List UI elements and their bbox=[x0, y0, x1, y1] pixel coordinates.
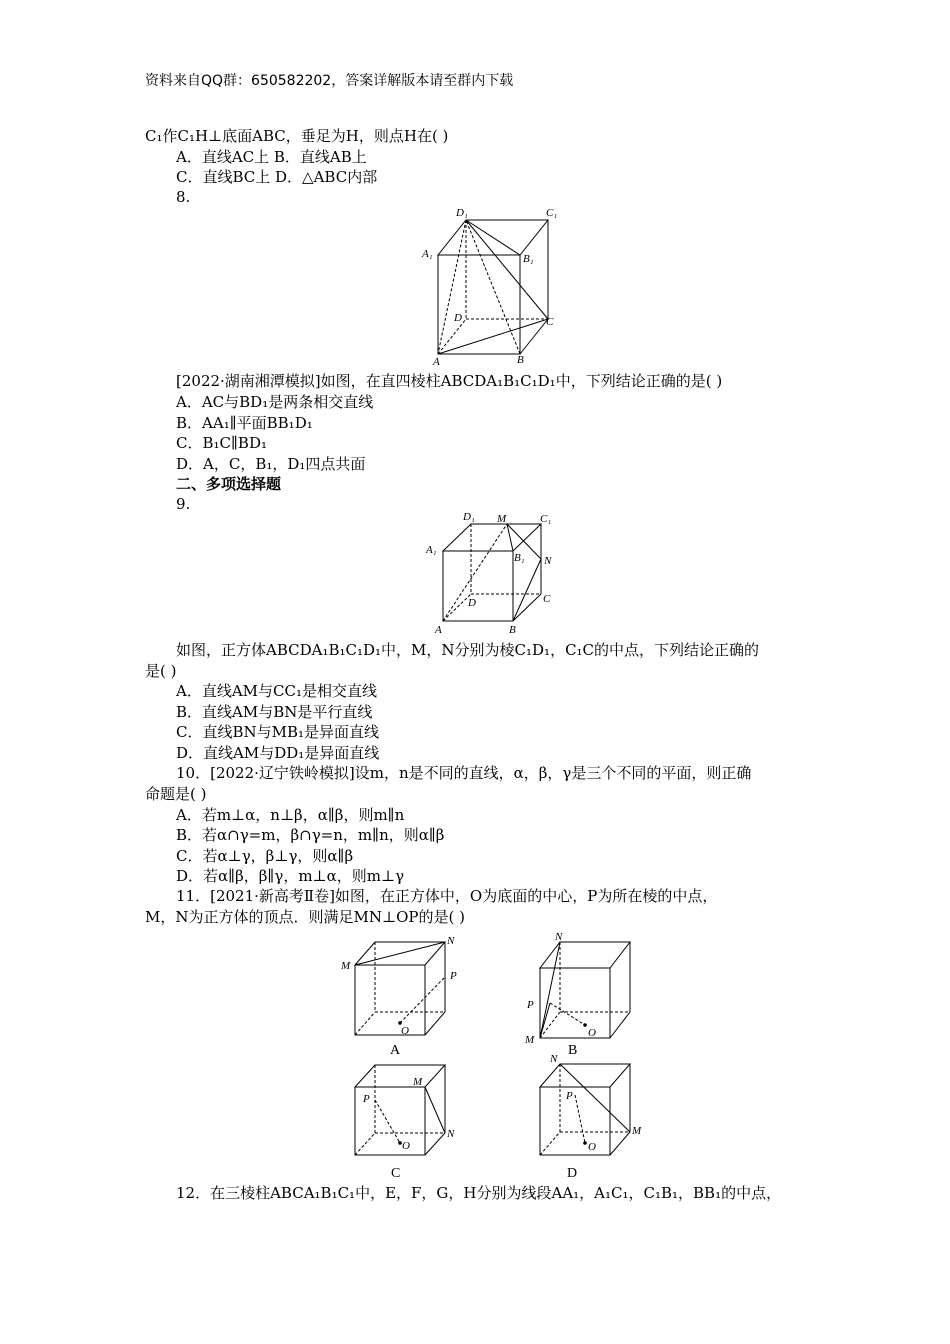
figure-q11-option-d bbox=[520, 1050, 650, 1185]
label-P: P bbox=[450, 970, 457, 982]
q8-option-a: A．AC与BD₁是两条相交直线 bbox=[176, 393, 374, 411]
figure-q8-prism bbox=[415, 202, 565, 370]
label-M: M bbox=[525, 1034, 535, 1046]
label-A1: A₁ bbox=[422, 248, 433, 260]
label-B: B bbox=[509, 624, 516, 636]
label-O: O bbox=[588, 1141, 596, 1153]
q9-option-b: B．直线AM与BN是平行直线 bbox=[176, 703, 373, 721]
label-P: P bbox=[566, 1090, 573, 1102]
q11-stem-cont: M，N为正方体的顶点．则满足MN⊥OP的是( ) bbox=[145, 908, 465, 926]
label-N: N bbox=[447, 935, 455, 947]
q8-stem: [2022·湖南湘潭模拟]如图，在直四棱柱ABCDA₁B₁C₁D₁中，下列结论正确的是( ) bbox=[176, 372, 723, 390]
q9-stem: 如图，正方体ABCDA₁B₁C₁D₁中，M，N分别为棱C₁D₁，C₁C的中点，下列结论正确的 bbox=[176, 641, 760, 659]
label-M: M bbox=[413, 1076, 423, 1088]
q9-option-c: C．直线BN与MB₁是异面直线 bbox=[176, 723, 380, 741]
q10-stem: 10．[2022·辽宁铁岭模拟]设m，n是不同的直线，α，β，γ是三个不同的平面，则正确 bbox=[176, 764, 752, 782]
label-C: C bbox=[543, 593, 551, 605]
label-B1: B₁ bbox=[523, 253, 534, 265]
label-N: N bbox=[447, 1128, 455, 1140]
caption-a: A bbox=[390, 1043, 401, 1058]
q7-stem: C₁作C₁H⊥底面ABC，垂足为H，则点H在( ) bbox=[145, 127, 449, 145]
q9-option-a: A．直线AM与CC₁是相交直线 bbox=[176, 682, 377, 700]
q10-stem-cont: 命题是( ) bbox=[145, 785, 207, 803]
q8-option-c: C．B₁C∥BD₁ bbox=[176, 434, 267, 452]
q9-option-d: D．直线AM与DD₁是异面直线 bbox=[176, 744, 380, 762]
q8-option-b: B．AA₁∥平面BB₁D₁ bbox=[176, 414, 313, 432]
figure-q11-option-a bbox=[335, 930, 465, 1060]
caption-c: C bbox=[391, 1166, 401, 1181]
q8-number: 8. bbox=[176, 188, 191, 206]
label-M: M bbox=[497, 513, 507, 525]
label-O: O bbox=[401, 1025, 409, 1037]
q10-option-c: C．若α⊥γ，β⊥γ，则α∥β bbox=[176, 847, 354, 865]
label-A: A bbox=[435, 624, 442, 636]
q10-option-a: A．若m⊥α，n⊥β，α∥β，则m∥n bbox=[176, 806, 405, 824]
label-O: O bbox=[588, 1027, 596, 1039]
label-N: N bbox=[550, 1053, 558, 1065]
q9-number: 9. bbox=[176, 495, 191, 513]
q11-stem: 11．[2021·新高考Ⅱ卷]如图，在正方体中，O为底面的中心，P为所在棱的中点， bbox=[176, 887, 718, 905]
q8-option-d: D．A，C，B₁，D₁四点共面 bbox=[176, 455, 366, 473]
label-N: N bbox=[544, 555, 552, 567]
label-A: A bbox=[433, 356, 440, 368]
label-B: B bbox=[517, 354, 524, 366]
label-P: P bbox=[527, 999, 534, 1011]
figure-q9-cube bbox=[420, 508, 570, 640]
label-M: M bbox=[341, 960, 351, 972]
q7-options-ab: A．直线AC上 B．直线AB上 bbox=[176, 148, 367, 166]
page-header: 资料来自QQ群：650582202，答案详解版本请至群内下载 bbox=[145, 73, 514, 89]
q9-stem-cont: 是( ) bbox=[145, 662, 177, 680]
q10-option-b: B．若α∩γ=m，β∩γ=n，m∥n，则α∥β bbox=[176, 826, 445, 844]
section-heading-multiple-choice: 二、多项选择题 bbox=[176, 475, 282, 493]
caption-d: D bbox=[567, 1166, 578, 1181]
label-P: P bbox=[363, 1093, 370, 1105]
label-B1: B₁ bbox=[514, 552, 525, 564]
label-C1: C₁ bbox=[546, 207, 558, 219]
label-C: C bbox=[546, 316, 554, 328]
label-A1: A₁ bbox=[426, 544, 437, 556]
label-D1: D₁ bbox=[463, 511, 475, 523]
q7-options-cd: C．直线BC上 D．△ABC内部 bbox=[176, 168, 378, 186]
label-M: M bbox=[632, 1125, 642, 1137]
label-D: D bbox=[468, 597, 476, 609]
label-D: D bbox=[454, 312, 462, 324]
label-N: N bbox=[555, 931, 563, 943]
figure-q11-option-b bbox=[520, 928, 650, 1058]
q10-option-d: D．若α∥β，β∥γ，m⊥α，则m⊥γ bbox=[176, 867, 405, 885]
label-C1: C₁ bbox=[540, 513, 552, 525]
label-O: O bbox=[402, 1140, 410, 1152]
caption-b: B bbox=[568, 1043, 578, 1058]
figure-q11-option-c bbox=[335, 1055, 465, 1185]
q12-stem: 12．在三棱柱ABCA₁B₁C₁中，E，F，G，H分别为线段AA₁，A₁C₁，C₁B₁，BB₁的中点， bbox=[176, 1184, 782, 1202]
label-D1: D₁ bbox=[456, 207, 468, 219]
